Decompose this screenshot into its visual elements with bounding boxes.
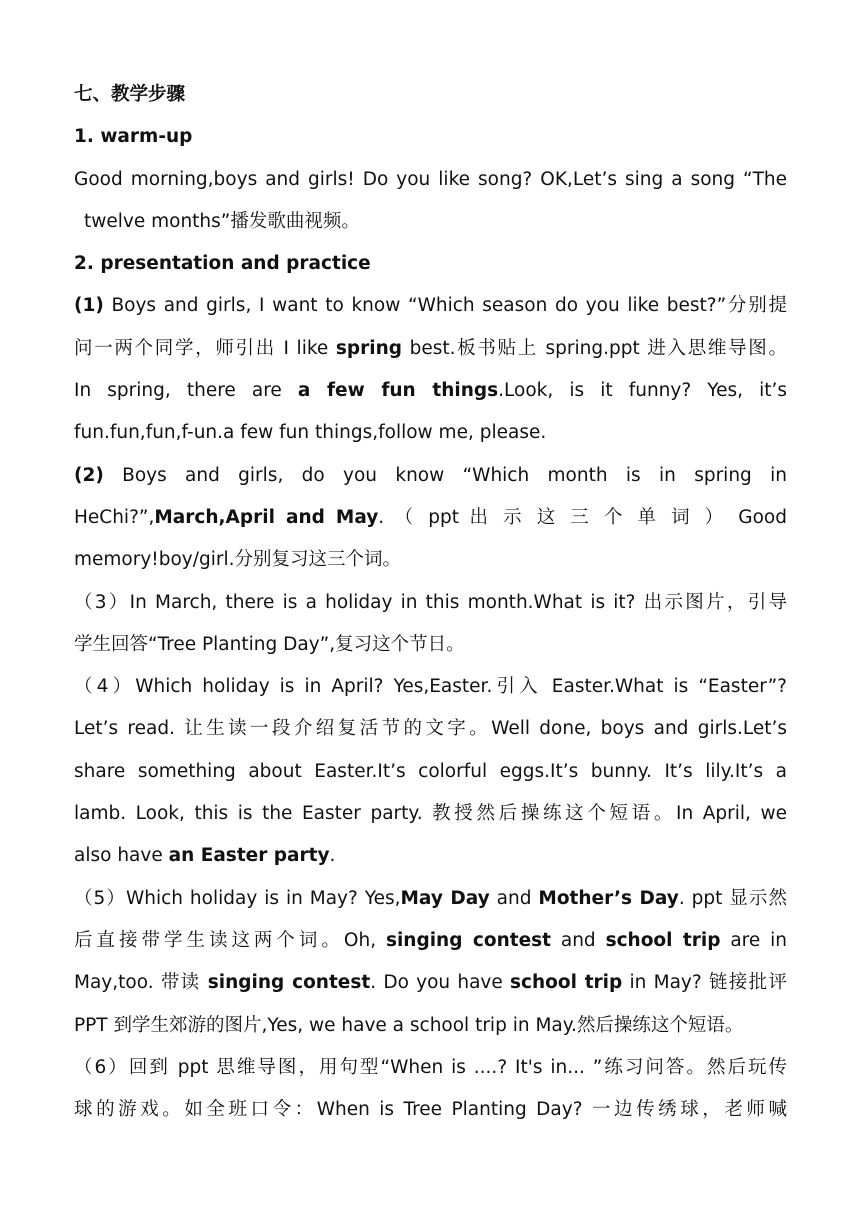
paragraph-line: 后直接带学生读这两个词。Oh, singing contest and school trip are in (74, 929, 787, 951)
paragraph-line: （5）Which holiday is in May? Yes,May Day and Mother’s Day. ppt 显示然 (74, 887, 787, 909)
paragraph-line: 球的游戏。如全班口令：When is Tree Planting Day? 一边传绣球，老师喊 (74, 1099, 787, 1121)
paragraph-line: HeChi?”,March,April and May. （ ppt 出 示 这 三 个 单 词 ） Good (74, 506, 787, 528)
paragraph-line: （4）Which holiday is in April? Yes,Easter.引入 Easter.What is “Easter”? (74, 676, 787, 698)
paragraph-line: twelve months”播发歌曲视频。 (84, 210, 360, 232)
paragraph-line: (1) Boys and girls, I want to know “Which season do you like best?”分别提 (74, 295, 787, 317)
paragraph-line: memory!boy/girl.分别复习这三个词。 (74, 549, 401, 571)
paragraph-line: PPT 到学生郊游的图片,Yes, we have a school trip in May.然后操练这个短语。 (74, 1014, 744, 1036)
paragraph-line: （3）In March, there is a holiday in this month.What is it? 出示图片，引导 (74, 591, 787, 613)
paragraph-line: Good morning,boys and girls! Do you like song? OK,Let’s sing a song “The (74, 168, 787, 190)
paragraph-line: fun.fun,fun,f-un.a few fun things,follow me, please. (74, 422, 547, 444)
paragraph-line: share something about Easter.It’s colorful eggs.It’s bunny. It’s lily.It’s a (74, 760, 787, 782)
section-title: 七、教学步骤 (74, 84, 186, 105)
paragraph-line: 学生回答“Tree Planting Day”,复习这个节日。 (74, 633, 465, 655)
paragraph-line: (2) Boys and girls, do you know “Which month is in spring in (74, 464, 787, 486)
document-page (74, 74, 787, 1131)
heading-warm-up: 1. warm-up (74, 126, 193, 148)
paragraph-line: also have an Easter party. (74, 845, 336, 867)
paragraph-line: 问一两个同学，师引出 I like spring best.板书贴上 spring.ppt 进入思维导图。 (74, 337, 787, 359)
paragraph-line: In spring, there are a few fun things.Look, is it funny? Yes, it’s (74, 380, 787, 402)
paragraph-line: （6）回到 ppt 思维导图，用句型“When is ....? It's in... ”练习问答。然后玩传 (74, 1056, 787, 1078)
paragraph-line: lamb. Look, this is the Easter party. 教授然后操练这个短语。In April, we (74, 803, 787, 825)
paragraph-line: May,too. 带读 singing contest. Do you have school trip in May? 链接批评 (74, 972, 787, 994)
paragraph-line: Let’s read. 让生读一段介绍复活节的文字。Well done, boys and girls.Let’s (74, 718, 787, 740)
heading-presentation: 2. presentation and practice (74, 253, 371, 275)
